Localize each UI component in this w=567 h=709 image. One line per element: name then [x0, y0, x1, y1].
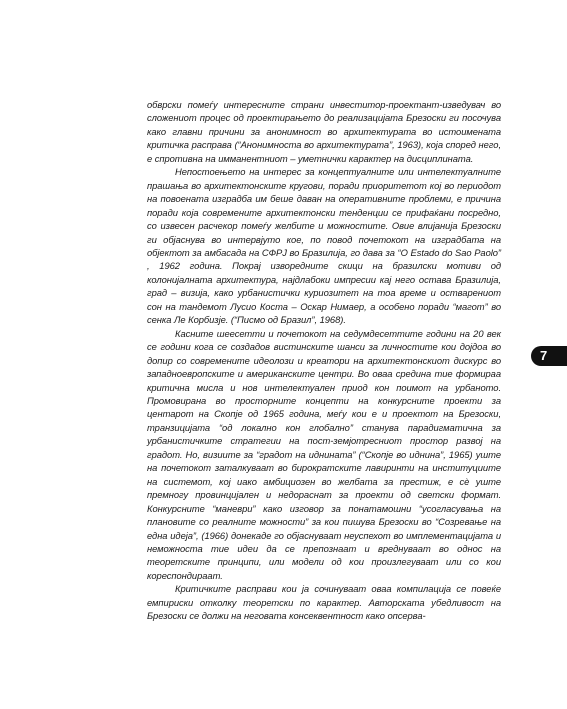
paragraph-1: обврски помеѓу интересните страни инвеститор-проектант-изведувач во сложениот процес од проектирањето до реализацијата Брезоски ги посочува како главни причини за анонимност во архитектурата во истоимената критичка расправа (“Анонимноста во архитектурата”, 1963), која според него, е спротивна на имманентниот – уметнички карактер на дисциплината. — [147, 99, 501, 164]
paragraph-2: Непостоењето на интерес за концептуалните или интелектуалните прашања во архитектонските кругови, поради приоритетот кој во периодот на повоената изградба им беше даван на оперативните проблеми, е причина поради која современите архитектонски тенденции се прифаќани посредно, со извесен расчекор помеѓу желбите и можностите. Овие влијанија Брезоски ги објаснува во интервјуто кое, по повод почетокот на изградбата на објектот за амбасада на СФРЈ во Бразилија, го дава за “O Estado do Sao Paolo” , 1962 година. Покрај изворедните скици на бразилски мотиви од колонијалната архитектура, најдлабоки импресии кај него остава Бразилија, град – визија, како урбанистички куриозитет на тоа време и остварениот сон на тандемот Лусио Коста – Оскар Нимаер, а особено поради “магот” во сенка Ле Корбизје. (“Писмо од Бразил”, 1968). — [147, 166, 501, 326]
paragraph-4: Критичките расправи кои ја сочинуваат оваа компилација се повеќе емпириски отколку теоретски по карактер. Авторската убедливост на Брезоски се должи на неговата консеквентност како опсерва- — [147, 583, 501, 622]
body-text — [147, 98, 501, 623]
paragraph-3: Касните шеесетти и почетокот на седумдесеттите години на 20 век се години кога се создадов вистинските шанси за личностите кои дојдоа во допир со современите идеолози и креатори на архитектонскиот дискурс во западноевропските и американските центри. Во оваа средина тие формираа критична мисла и нов интелектуален приод кон поимот на урбаното. Промовирана во просторните концепти на конкурсните проекти за центарот на Скопје од 1965 година, меѓу кои е и проектот на Брезоски, транзицијата “од локално кон глобално” станува парадигматична за урбанистичките стратегии на пост-земјотресниот простор развој на градот. Но, визиите за “градот на иднината” (“Скопје во иднина”, 1965) уште на почетокот заталкуваат во бирократските лавиринти на институциите на системот, кој иако амбициозен во желбата за престиж, е сè уште премногу провинцијален и недораснат за проекти од светски формат. Конкурсните “маневри” како изговор за понатамошни “усогласувања на плановите со реалните можности” за кои пишува Брезоски во “Созревање на една идеја”, (1966) донекаде го објаснуваат неуспехот во имплементацијата и неможноста тие идеи да се препознаат и вреднуваат во однос на теоретските принципи, или модели од кои произлегуваат или со кои кореспондираат. — [147, 327, 501, 581]
page-number-tab — [531, 346, 567, 366]
page-number: 7 — [540, 348, 548, 363]
